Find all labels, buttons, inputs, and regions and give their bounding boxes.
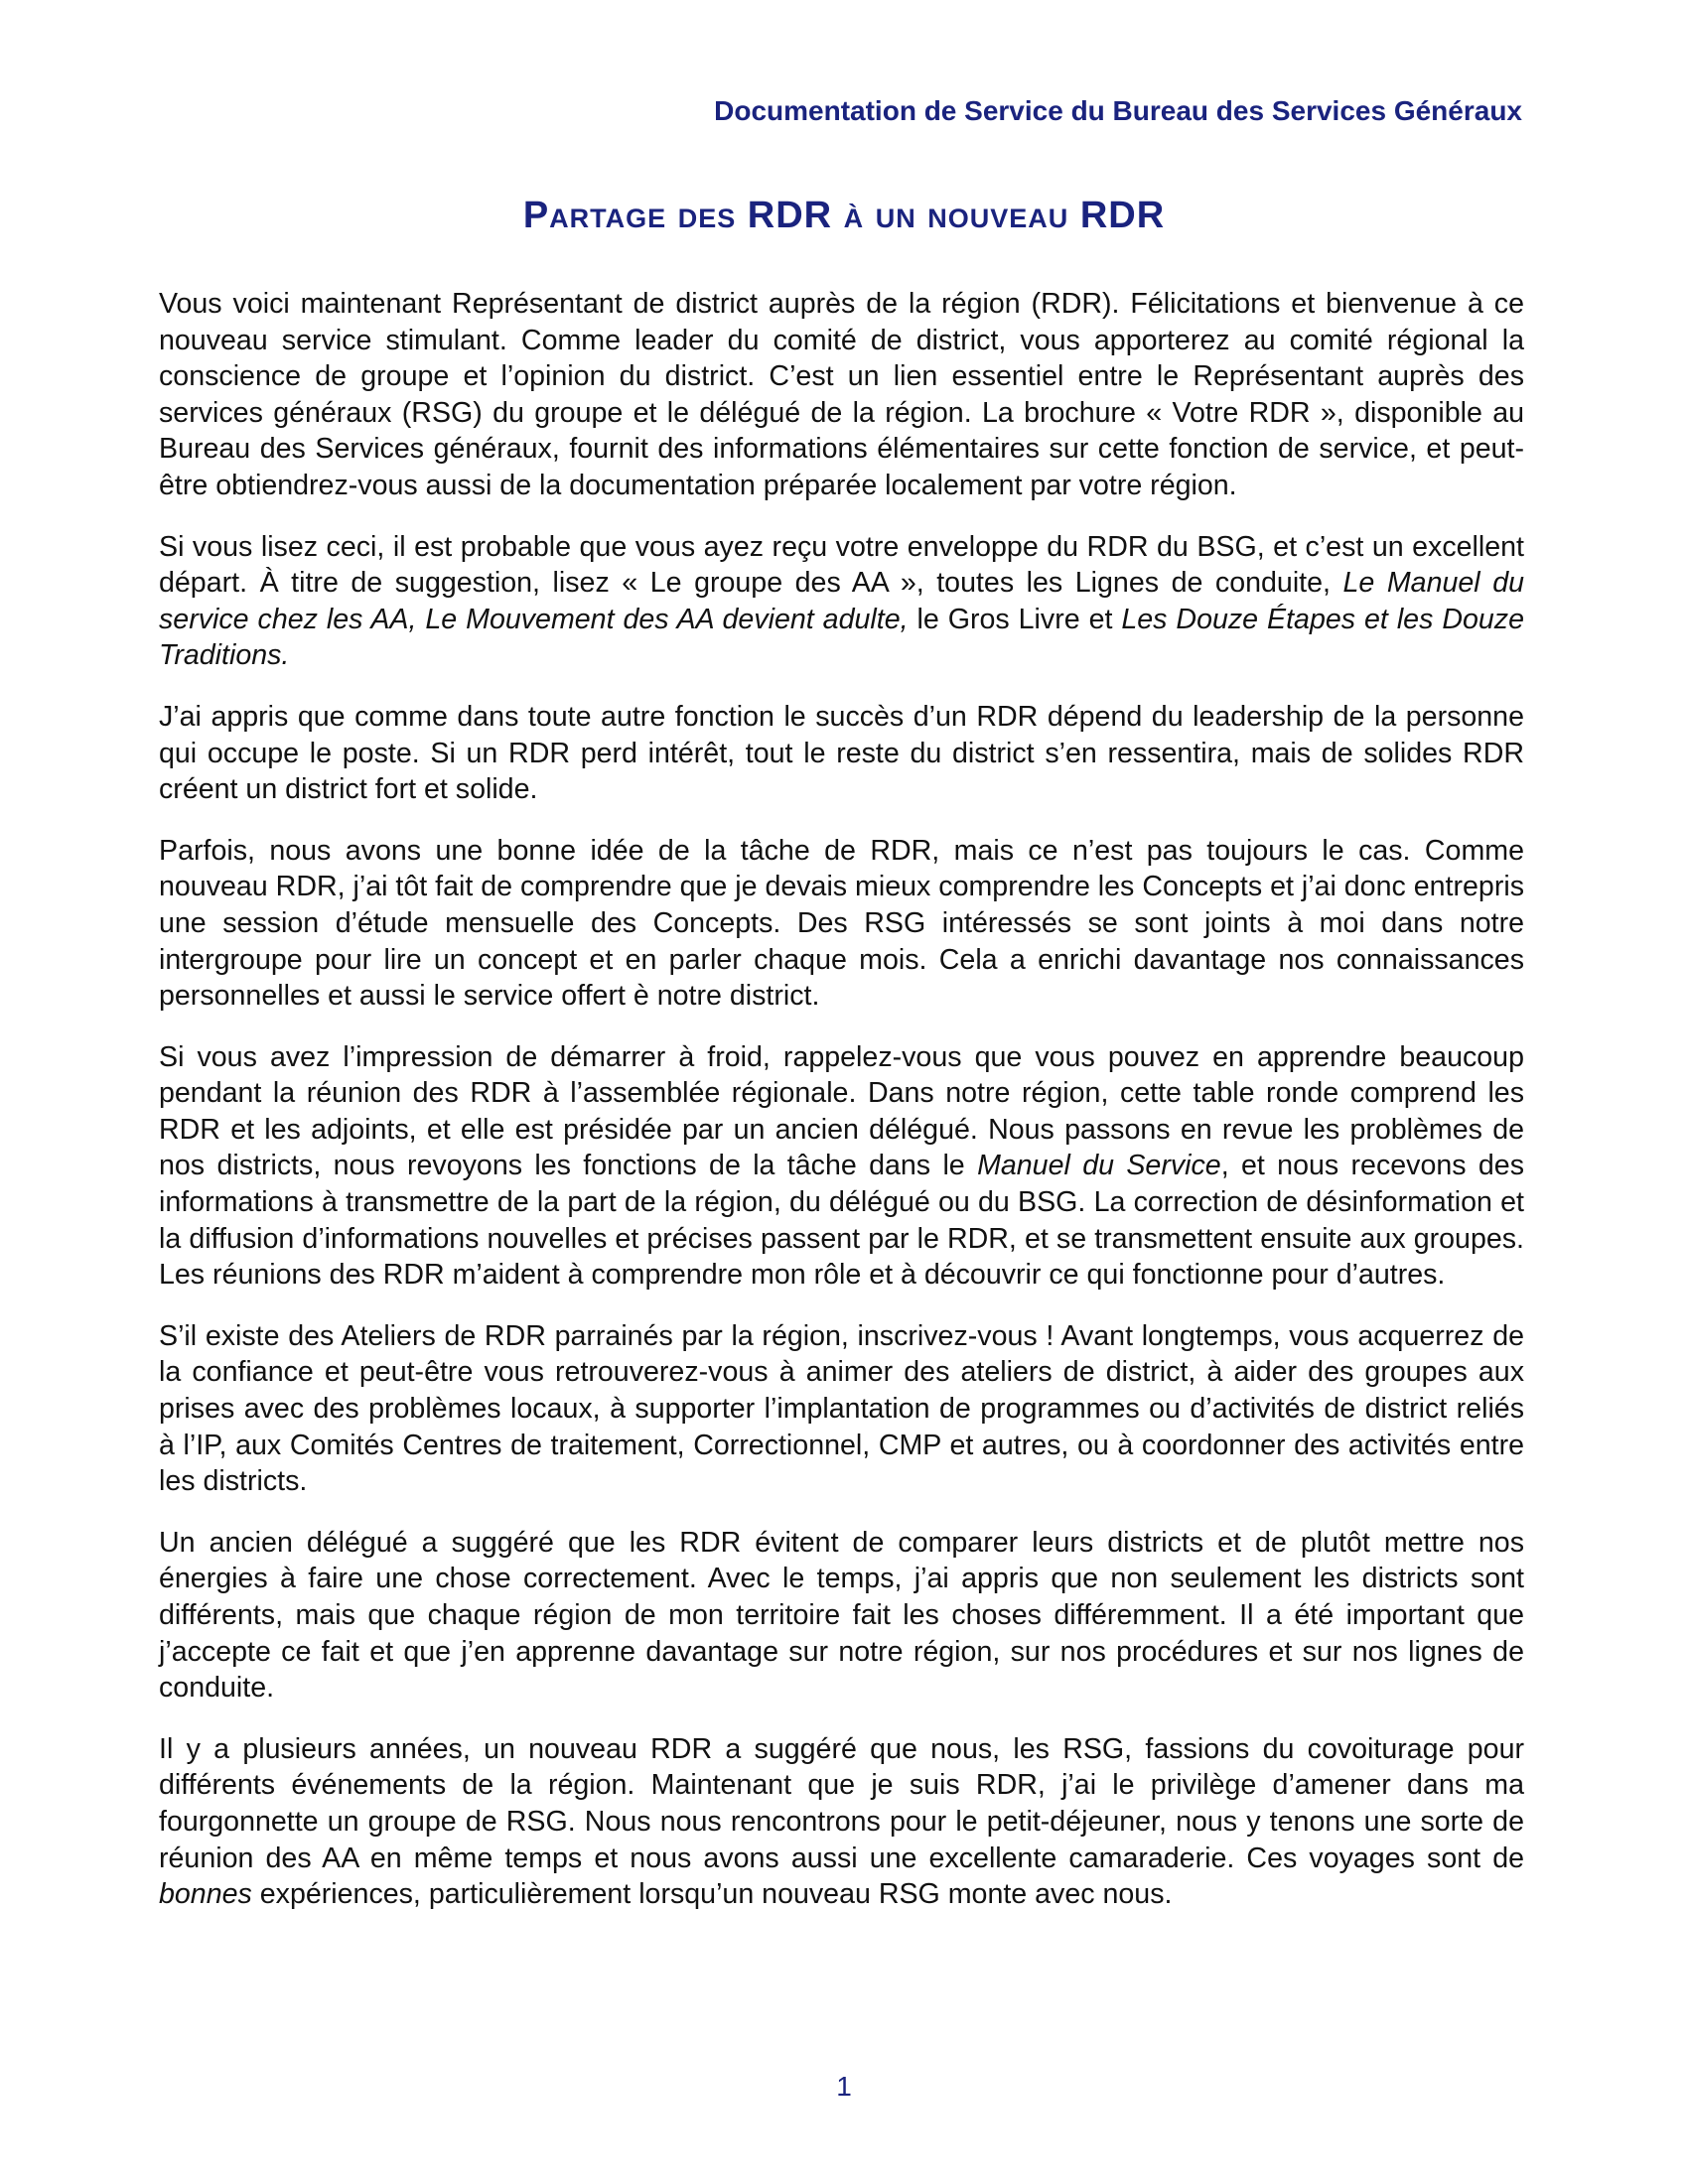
document-body <box>159 286 1524 1938</box>
paragraph-2-text-1: Si vous lisez ceci, il est probable que vous ayez reçu votre enveloppe du RDR du BSG, et c’est un excellent départ. À titre de suggestion, lisez « Le groupe des AA », toutes les Lignes de conduite, <box>159 530 1524 600</box>
paragraph-3: J’ai appris que comme dans toute autre fonction le succès d’un RDR dépend du leadership de la personne qui occupe le poste. Si un RDR perd intérêt, tout le reste du district s’en ressentira, mais de solides RDR créent un district fort et solide. <box>159 700 1524 806</box>
paragraph-8-text-2: expériences, particulièrement lorsqu’un nouveau RSG monte avec nous. <box>251 1878 1173 1911</box>
running-header: Documentation de Service du Bureau des Services Généraux <box>714 95 1522 126</box>
document-title: Partage des RDR à un nouveau RDR <box>522 195 1166 236</box>
paragraph-8 <box>159 1731 1524 1913</box>
paragraph-1: Vous voici maintenant Représentant de district auprès de la région (RDR). Félicitations et bienvenue à ce nouveau service stimulant. Comme leader du comité de district, vous apporterez au comité régional la conscience de groupe et l’opinion du district. C’est un lien essentiel entre le Représentant auprès des services généraux (RSG) du groupe et le délégué de la région. La brochure « Votre RDR », disponible au Bureau des Services généraux, fournit des informations élémentaires sur cette fonction de service, et peut-être obtiendrez-vous aussi de la documentation préparée localement par votre région. <box>159 288 1524 501</box>
paragraph-2-italic-2: Les Douze Étapes et les Douze Traditions. <box>159 603 1524 672</box>
paragraph-8-italic-1: bonnes <box>159 1878 252 1911</box>
paragraph-7: Un ancien délégué a suggéré que les RDR évitent de comparer leurs districts et de plutôt mettre nos énergies à faire une chose correctement. Avec le temps, j’ai appris que non seulement les districts sont différents, mais que chaque région de mon territoire fait les choses différemment. Il a été important que j’accepte ce fait et que j’en apprenne davantage sur notre région, sur nos procédures et sur nos lignes de conduite. <box>159 1526 1524 1705</box>
paragraph-5-text-1: Si vous avez l’impression de démarrer à froid, rappelez-vous que vous pouvez en apprendre beaucoup pendant la réunion des RDR à l’assemblée régionale. Dans notre région, cette table ronde comprend les RDR et les adjoints, et elle est présidée par un ancien délégué. Nous passons en revue les problèmes de nos districts, nous revoyons les fonctions de la tâche dans le <box>159 1040 1524 1182</box>
paragraph-2-italic-1: Le Manuel du service chez les AA, Le Mouvement des AA devient adulte, <box>159 567 1524 635</box>
paragraph-6: S’il existe des Ateliers de RDR parrainés par la région, inscrivez-vous ! Avant longtemps, vous acquerrez de la confiance et peut-être vous retrouverez-vous à animer des ateliers de district, à aider des groupes aux prises avec des problèmes locaux, à supporter l’implantation de programmes ou d’activités de district reliés à l’IP, aux Comités Centres de traitement, Correctionnel, CMP et autres, ou à coordonner des activités entre les districts. <box>159 1319 1524 1498</box>
paragraph-8-text-1: Il y a plusieurs années, un nouveau RDR a suggéré que nous, les RSG, fassions du covoiturage pour différents événements de la région. Maintenant que je suis RDR, j’ai le privilège d’amener dans ma fourgonnette un groupe de RSG. Nous nous rencontrons pour le petit-déjeuner, nous y tenons une sorte de réunion des AA en même temps et nous avons aussi une excellente camaraderie. Ces voyages sont de <box>159 1732 1524 1874</box>
paragraph-2 <box>159 529 1524 674</box>
paragraph-2-text-2: le Gros Livre et <box>908 603 1122 635</box>
paragraph-5-text-2: , et nous recevons des informations à transmettre de la part de la région, du délégué ou du BSG. La correction de désinformation et la diffusion d’informations nouvelles et précises passent par le RDR, et se transmettent ensuite aux groupes. Les réunions des RDR m’aident à comprendre mon rôle et à découvrir ce qui fonctionne pour d’autres. <box>159 1150 1524 1292</box>
paragraph-5 <box>159 1039 1524 1294</box>
paragraph-4: Parfois, nous avons une bonne idée de la tâche de RDR, mais ce n’est pas toujours le cas. Comme nouveau RDR, j’ai tôt fait de comprendre que je devais mieux comprendre les Concepts et j’ai donc entrepris une session d’étude mensuelle des Concepts. Des RSG intéressés se sont joints à moi dans notre intergroupe pour lire un concept et en parler chaque mois. Cela a enrichi davantage nos connaissances personnelles et aussi le service offert è notre district. <box>159 834 1524 1013</box>
paragraph-5-italic-1: Manuel du Service <box>977 1150 1221 1182</box>
page-number: 1 <box>836 2071 852 2102</box>
